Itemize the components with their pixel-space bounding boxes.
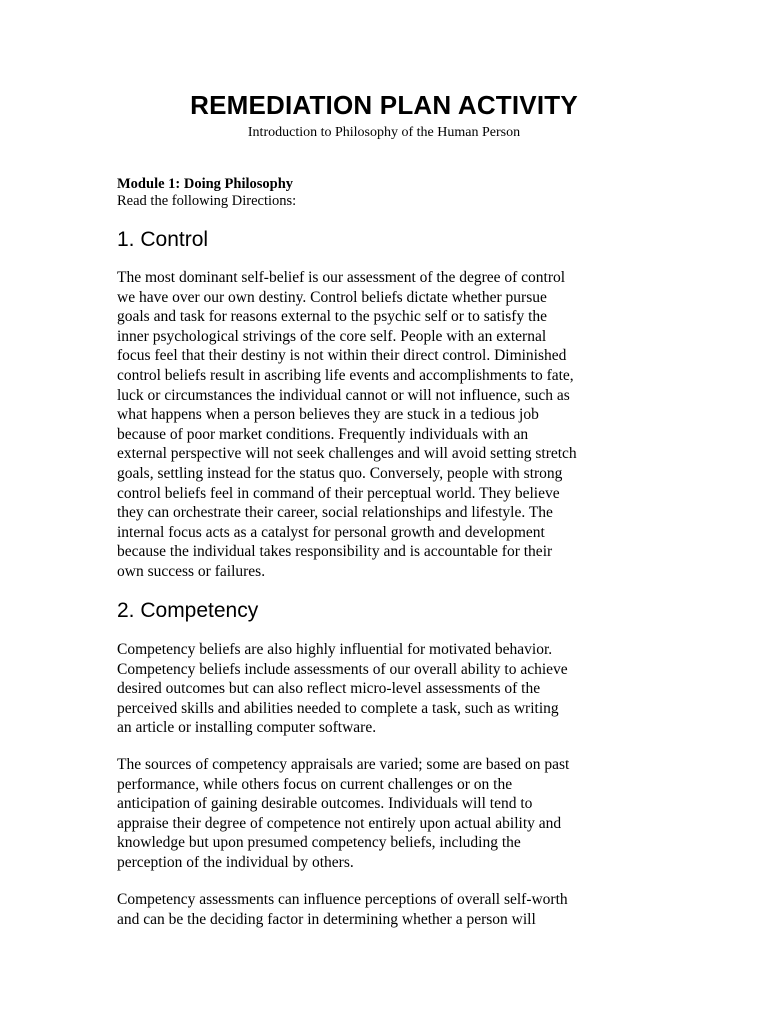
paragraph-line: what happens when a person believes they are stuck in a tedious job xyxy=(117,406,539,424)
paragraph-line: performance, while others focus on current challenges or on the xyxy=(117,775,513,793)
paragraph-line: Competency beliefs include assessments of our overall ability to achieve xyxy=(117,660,568,678)
paragraph-competency-3 xyxy=(117,890,657,929)
paragraph-line: luck or circumstances the individual cannot or will not influence, such as xyxy=(117,386,570,404)
paragraph-line: an article or installing computer software. xyxy=(117,719,377,737)
paragraph-line: desired outcomes but can also reflect micro-level assessments of the xyxy=(117,680,541,698)
paragraph-line: control beliefs feel in command of their perceptual world. They believe xyxy=(117,484,560,502)
section-heading-competency: 2. Competency xyxy=(117,599,259,622)
paragraph-line: own success or failures. xyxy=(117,562,266,580)
paragraph-line: goals, settling instead for the status quo. Conversely, people with strong xyxy=(117,464,563,482)
paragraph-line: The most dominant self-belief is our assessment of the degree of control xyxy=(117,269,566,286)
paragraph-line: and can be the deciding factor in determining whether a person will xyxy=(117,910,536,928)
paragraph-line: because of poor market conditions. Frequently individuals with an xyxy=(117,425,529,443)
paragraph-line: perception of the individual by others. xyxy=(117,853,354,871)
paragraph-line: Competency beliefs are also highly influential for motivated behavior. xyxy=(117,641,553,658)
paragraph-line: internal focus acts as a catalyst for personal growth and development xyxy=(117,523,545,541)
section-heading-control: 1. Control xyxy=(117,228,209,251)
paragraph-line: we have over our own destiny. Control beliefs dictate whether pursue xyxy=(117,288,547,306)
directions-text: Read the following Directions: xyxy=(117,193,297,209)
paragraph-competency-1 xyxy=(117,640,657,738)
paragraph-control xyxy=(117,268,657,582)
paragraph-line: they can orchestrate their career, social relationships and lifestyle. The xyxy=(117,504,553,522)
paragraph-line: knowledge but upon presumed competency beliefs, including the xyxy=(117,834,521,852)
paragraph-line: Competency assessments can influence perceptions of overall self-worth xyxy=(117,891,568,908)
paragraph-line: because the individual takes responsibility and is accountable for their xyxy=(117,543,553,561)
module-label: Module 1: Doing Philosophy xyxy=(117,176,294,192)
document-title: REMEDIATION PLAN ACTIVITY xyxy=(190,90,578,120)
paragraph-line: external perspective will not seek challenges and will avoid setting stretch xyxy=(117,445,577,463)
paragraph-line: goals and task for reasons external to the psychic self or to satisfy the xyxy=(117,308,548,326)
paragraph-competency-2 xyxy=(117,755,657,873)
paragraph-line: anticipation of gaining desirable outcomes. Individuals will tend to xyxy=(117,795,533,813)
paragraph-line: focus feel that their destiny is not within their direct control. Diminished xyxy=(117,347,567,365)
paragraph-line: control beliefs result in ascribing life events and accomplishments to fate, xyxy=(117,366,574,384)
paragraph-line: The sources of competency appraisals are varied; some are based on past xyxy=(117,756,570,773)
paragraph-line: inner psychological strivings of the core self. People with an external xyxy=(117,327,547,345)
paragraph-line: perceived skills and abilities needed to complete a task, such as writing xyxy=(117,699,559,717)
document-subtitle: Introduction to Philosophy of the Human Person xyxy=(247,125,521,140)
paragraph-line: appraise their degree of competence not entirely upon actual ability and xyxy=(117,814,562,832)
